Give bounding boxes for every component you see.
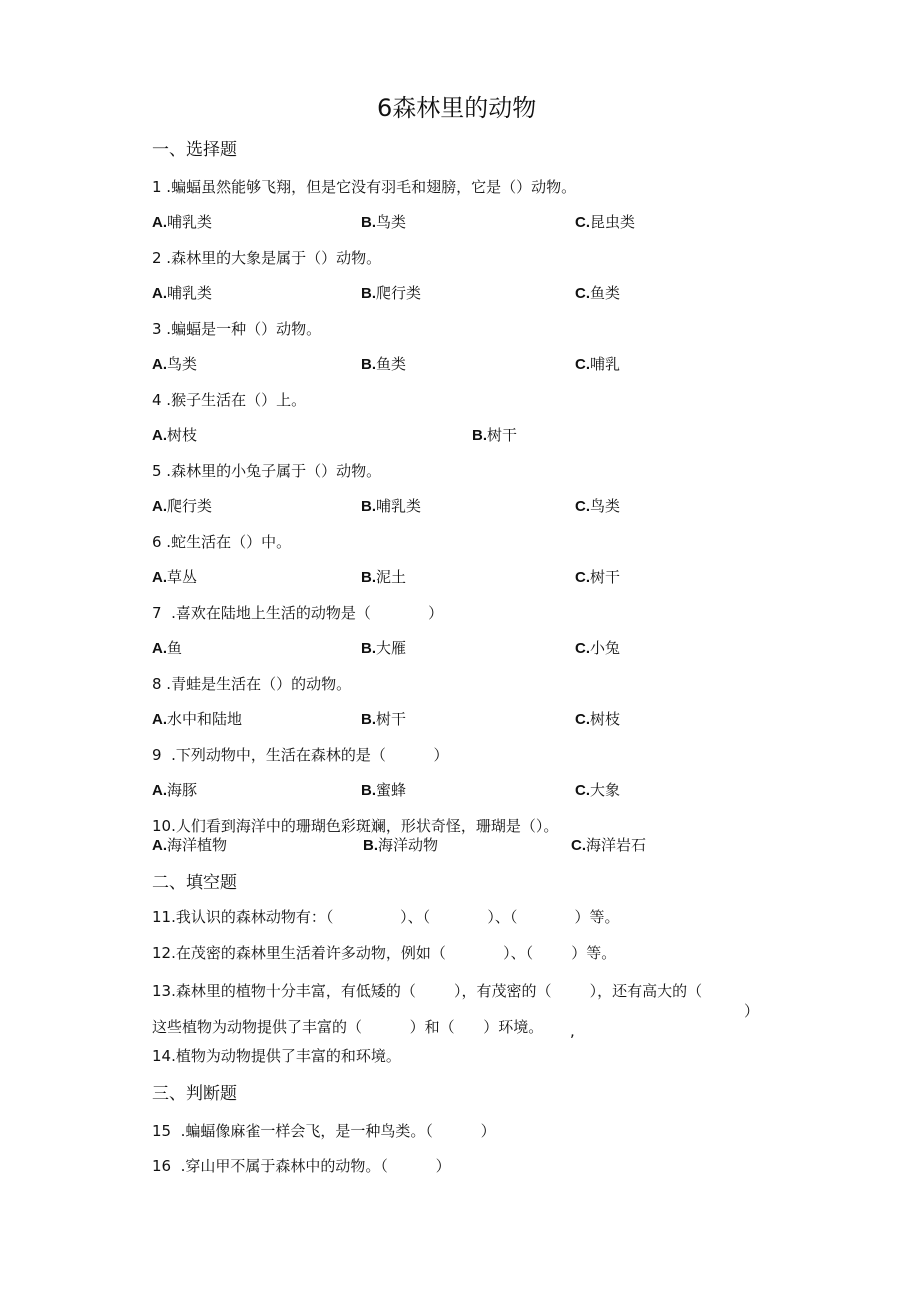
option-5b: B.哺乳类 — [361, 497, 422, 515]
section-heading-choice: 一、选择题 — [152, 140, 237, 160]
question-14: 14.植物为动物提供了丰富的和环境。 — [152, 1047, 401, 1065]
section-heading-fill: 二、填空题 — [152, 873, 237, 893]
option-3c: C.哺乳 — [575, 355, 621, 373]
option-3b: B.鱼类 — [361, 355, 407, 373]
option-5a: A.爬行类 — [152, 497, 213, 515]
option-10b: B.海洋动物 — [363, 836, 439, 854]
question-1: 1 .蝙蝠虽然能够飞翔，但是它没有羽毛和翅膀，它是（）动物。 — [152, 178, 577, 196]
question-5: 5 .森林里的小兔子属于（）动物。 — [152, 462, 382, 480]
question-13-paren: ） — [744, 1002, 760, 1020]
option-2b: B.爬行类 — [361, 284, 422, 302]
question-13-line2: 这些植物为动物提供了丰富的（ ）和（ ）环境。 — [152, 1018, 544, 1036]
question-16: 16 .穿山甲不属于森林中的动物。（ ） — [152, 1157, 451, 1175]
question-12: 12.在茂密的森林里生活着许多动物，例如（ ）、（ ）等。 — [152, 944, 617, 962]
question-13: 13.森林里的植物十分丰富，有低矮的（ ），有茂密的（ ），还有高大的（ — [152, 982, 703, 1000]
option-8c: C.树枝 — [575, 710, 621, 728]
option-7c: C.小兔 — [575, 639, 621, 657]
option-6c: C.树干 — [575, 568, 621, 586]
section-heading-judge: 三、判断题 — [152, 1084, 237, 1104]
option-4b: B.树干 — [472, 426, 518, 444]
question-2: 2 .森林里的大象是属于（）动物。 — [152, 249, 382, 267]
option-4a: A.树枝 — [152, 426, 198, 444]
option-7a: A.鱼 — [152, 639, 183, 657]
question-4: 4 .猴子生活在（）上。 — [152, 391, 307, 409]
option-3a: A.鸟类 — [152, 355, 198, 373]
option-1b: B.鸟类 — [361, 213, 407, 231]
option-5c: C.鸟类 — [575, 497, 621, 515]
option-2a: A.哺乳类 — [152, 284, 213, 302]
option-10a: A.海洋植物 — [152, 836, 228, 854]
option-1c: C.昆虫类 — [575, 213, 636, 231]
option-8b: B.树干 — [361, 710, 407, 728]
option-9b: B.蜜蜂 — [361, 781, 407, 799]
question-10: 10.人们看到海洋中的珊瑚色彩斑斓，形状奇怪，珊瑚是（）。 — [152, 817, 559, 835]
option-2c: C.鱼类 — [575, 284, 621, 302]
option-10c: C.海洋岩石 — [571, 836, 647, 854]
question-11: 11.我认识的森林动物有：（ ）、（ ）、（ ）等。 — [152, 908, 620, 926]
option-9a: A.海豚 — [152, 781, 198, 799]
option-9c: C.大象 — [575, 781, 621, 799]
page-title: 6森林里的动物 — [377, 94, 537, 122]
option-6b: B.泥土 — [361, 568, 407, 586]
option-6a: A.草丛 — [152, 568, 198, 586]
question-9: 9 .下列动物中，生活在森林的是（ ） — [152, 746, 449, 764]
option-1a: A.哺乳类 — [152, 213, 213, 231]
question-13-comma: , — [570, 1022, 575, 1040]
question-8: 8 .青蛙是生活在（）的动物。 — [152, 675, 352, 693]
question-7: 7 .喜欢在陆地上生活的动物是（ ） — [152, 604, 444, 622]
option-8a: A.水中和陆地 — [152, 710, 243, 728]
option-7b: B.大雁 — [361, 639, 407, 657]
question-6: 6 .蛇生活在（）中。 — [152, 533, 292, 551]
question-15: 15 .蝙蝠像麻雀一样会飞，是一种鸟类。（ ） — [152, 1122, 496, 1140]
question-3: 3 .蝙蝠是一种（）动物。 — [152, 320, 322, 338]
